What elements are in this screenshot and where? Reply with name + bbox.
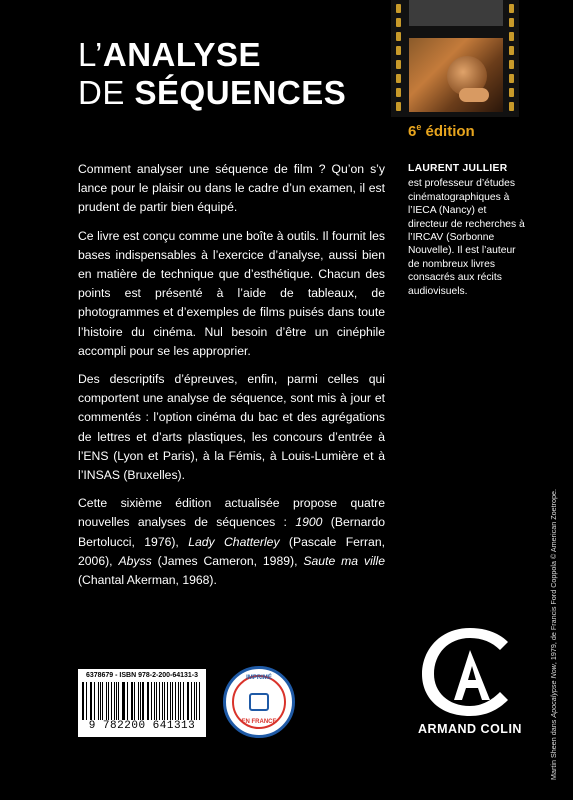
isbn-barcode xyxy=(78,669,206,737)
photo-credit: Martin Sheen dans Apocalypse Now, 1979, de Francis Ford Coppola © American Zoetrope. xyxy=(549,489,558,780)
barcode-bar xyxy=(180,682,181,720)
badge-top-text: IMPRIMÉ xyxy=(246,675,272,681)
barcode-bar xyxy=(196,682,197,720)
barcode-bar xyxy=(83,682,84,720)
barcode-number: 9 782200 641313 xyxy=(88,720,196,732)
paragraph: Cette sixième édition actualisée propose quatre nouvelles analyses de séquences : 1900 (Bernardo Bertolucci, 1976), Lady Chatterley (Pascale Ferran, 2006), Abyss (James Cameron, 1989), Saute ma ville (Chantal Akerman, 1968). xyxy=(78,496,385,588)
author-name: LAURENT JULLIER xyxy=(408,163,508,174)
paragraph: Ce livre est conçu comme une boîte à outils. Il fournit les bases indispensables à l’exercice d’analyse, aussi bien en matière de technique que d’esthétique. Chacun des points est présenté à l’aide de tableaux, de photogrammes et d’exemples de films puisés dans toute l’histoire du cinéma. Nul besoin d’être un cinéphile accompli pour se les approprier. xyxy=(78,228,385,358)
barcode-bar xyxy=(156,682,157,720)
barcode-bar xyxy=(142,682,143,720)
publisher-name: ARMAND COLIN xyxy=(418,722,522,736)
barcode-bar xyxy=(162,682,163,720)
barcode-bar xyxy=(188,682,189,720)
barcode-bar xyxy=(170,682,171,720)
book-title xyxy=(78,36,346,112)
isbn-text: 6378679 - ISBN 978-2-200-64131-3 xyxy=(85,672,199,679)
barcode-bar xyxy=(178,682,179,720)
barcode-bar xyxy=(118,682,119,720)
author-bio xyxy=(408,162,528,298)
barcode-bar xyxy=(127,682,128,720)
barcode-bars xyxy=(82,682,202,720)
film-still-photo xyxy=(409,38,503,112)
author-description: est professeur d’études cinématographiques à l’IECA (Nancy) et directeur de recherches à l’IRCAV (Sorbonne Nouvelle). Il est l’auteur de nombreux livres consacrés aux récits audiovisuels. xyxy=(408,178,525,297)
barcode-bar xyxy=(134,682,135,720)
book-icon xyxy=(249,693,269,711)
paragraph: Comment analyser une séquence de film ? Qu’on s’y lance pour le plaisir ou dans le cadre d’un examen, il est prudent de partir bien équipé. xyxy=(78,162,385,215)
barcode-bar xyxy=(98,682,99,720)
back-cover-text xyxy=(78,160,385,599)
film-strip-image xyxy=(391,0,519,117)
badge-bottom-text: EN FRANCE xyxy=(241,719,277,725)
title-line-2: DE SÉQUENCES xyxy=(78,74,347,111)
publisher-logo xyxy=(410,620,530,750)
edition-label: 6e édition xyxy=(408,122,475,140)
imprime-en-france-badge xyxy=(223,666,295,738)
film-frame-blank xyxy=(409,0,503,26)
paragraph: Des descriptifs d’épreuves, enfin, parmi celles qui comportent une analyse de séquence, sont mis à jour et commentés : l’option cinéma du bac et des agrégations de lettres et d’arts plastiques, les concours d’entrée à l’ENS (Lyon et Paris), à la Fémis, à Louis-Lumière et à l’INSAS (Bruxelles). xyxy=(78,372,385,483)
barcode-bar xyxy=(108,682,109,720)
barcode-bar xyxy=(148,682,149,720)
title-line-1: L’ANALYSE xyxy=(78,36,262,73)
barcode-bar xyxy=(106,682,107,720)
barcode-bar xyxy=(123,682,124,720)
barcode-bar xyxy=(91,682,92,720)
armand-colin-logo-icon xyxy=(410,620,530,720)
